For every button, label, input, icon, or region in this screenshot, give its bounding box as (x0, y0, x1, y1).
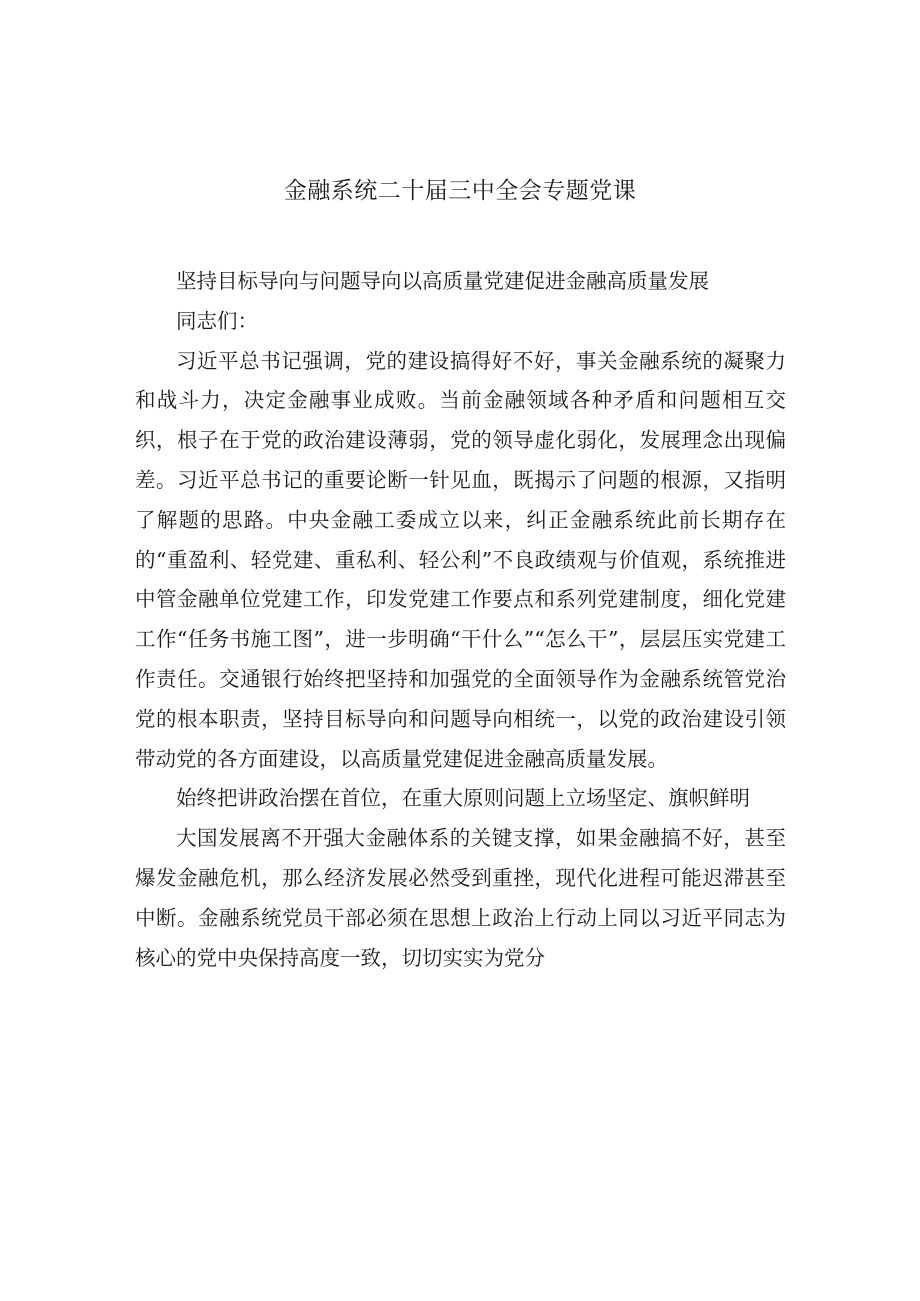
section-heading: 坚持目标导向与问题导向以高质量党建促进金融高质量发展 (176, 269, 709, 293)
document-title: 金融系统二十届三中全会专题党课 (283, 178, 637, 204)
body-paragraph: 大国发展离不开强大金融体系的关键支撑，如果金融搞不好，甚至爆发金融危机，那么经济发展必然受到重挫，现代化进程可能迟滞甚至中断。金融系统党员干部必须在思想上政治上行动上同以习近平同志为核心的党中央保持高度一致，切切实实为党分 (135, 826, 786, 970)
salutation: 同志们： (176, 308, 258, 333)
body-paragraph: 习近平总书记强调，党的建设搞得好不好，事关金融系统的凝聚力和战斗力，决定金融事业成败。当前金融领域各种矛盾和问题相互交织，根子在于党的政治建设薄弱，党的领导虚化弱化，发展理念出现偏差。习近平总书记的重要论断一针见血，既揭示了问题的根源，又指明了解题的思路。中央金融工委成立以来，纠正金融系统此前长期存在的“重盈利、轻党建、重私利、轻公利”不良政绩观与价值观，系统推进中管金融单位党建工作，印发党建工作要点和系列党建制度，细化党建工作“任务书施工图”，进一步明确“干什么”“怎么干”，层层压实党建工作责任。交通银行始终把坚持和加强党的全面领导作为金融系统管党治党的根本职责，坚持目标导向和问题导向相统一，以党的政治建设引领带动党的各方面建设，以高质量党建促进金融高质量发展。 (135, 348, 786, 771)
document-body (135, 262, 786, 978)
section-heading: 始终把讲政治摆在首位，在重大原则问题上立场坚定、旗帜鲜明 (176, 786, 750, 811)
